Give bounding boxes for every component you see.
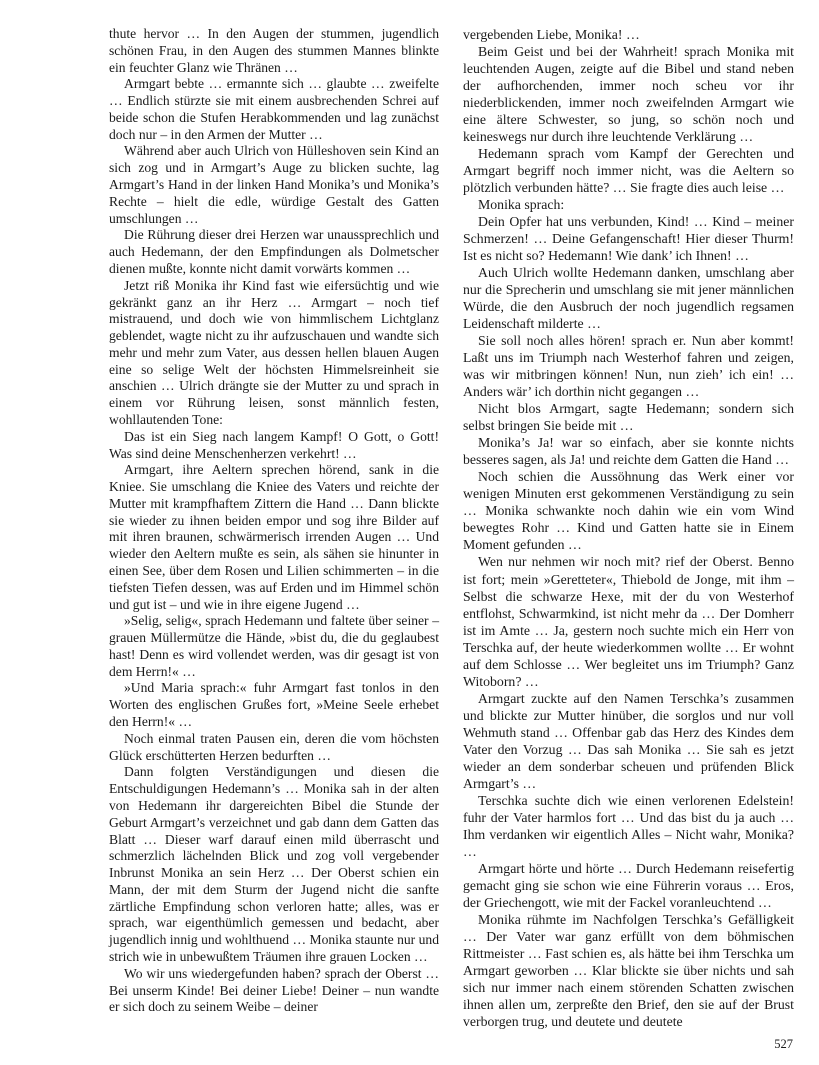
paragraph: Dann folgten Verständigungen und diesen die Entschuldigungen Hedemann’s … Monika sah in der alten von Hedemann ihr dargereichten Bibel die Stunde der Geburt Armgart’s verzeichnet und gab dann dem Gatten das Blatt … Dieser warf darauf einen mild überrascht und schmerzlich lächelnden Blick und zog voll vergebender Inbrunst Monika an sein Herz … Der Oberst schien ein Mann, der mit dem Sturm der Jugend nicht die sanfte zärtliche Empfindung schon verloren hatte; alles, was er sprach, war eigenthümlich gemessen und bedacht, aber jugendlich innig und wohlthuend … Monika staunte nur und strich wie in unbewußtem Träumen ihre grauen Locken … xyxy=(109,764,439,964)
paragraph: »Und Maria sprach:« fuhr Armgart fast tonlos in den Worten des englischen Grußes fort, »Meine Seele erhebet den Herrn!« … xyxy=(109,680,439,730)
paragraph: Während aber auch Ulrich von Hülleshoven sein Kind an sich zog und in Armgart’s Auge zu blicken suchte, lag Armgart’s Hand in der linken Hand Monika’s und Monika’s Rechte – hielt die edle, würdige Gestalt des Gatten umschlungen … xyxy=(109,143,439,226)
paragraph: Auch Ulrich wollte Hedemann danken, umschlang aber nur die Sprecherin und umschlang sie mit jener männlichen Würde, die den Ausbruch der noch jugendlich regsamen Leidenschaft milderte … xyxy=(463,265,794,332)
paragraph: Wen nur nehmen wir noch mit? rief der Oberst. Benno ist fort; mein »Geretteter«, Thiebold de Jonge, mit ihm – Selbst die schwarze Hexe, mit der du von Westerhof entflohst, Schwarmkind, ist nicht mehr da … Der Domherr ist im Amte … Ja, gestern noch suchte mich ein Herr von Terschka auf, der heute wiederkommen wollte … Er wohnt auf dem Schlosse … Wer begleitet uns im Triumph? Ganz Witoborn? … xyxy=(463,554,794,689)
paragraph: Jetzt riß Monika ihr Kind fast wie eifersüchtig und wie gekränkt ganz an ihr Herz … Armgart – noch tief mistrauend, und doch wie von himmlischem Lichtglanz geblendet, wagte nicht zu ihr aufzuschauen und wandte sich mehr und mehr zum Vater, aus dessen hellen blauen Augen eine so selige Welt der höchsten Himmelsreinheit sie anschien … Ulrich drängte sie der Mutter zu und sprach in einem vor Rührung leisen, sonst männlich festen, wohllautenden Tone: xyxy=(109,277,439,427)
left-column xyxy=(109,26,439,1016)
paragraph: Monika rühmte im Nachfolgen Terschka’s Gefälligkeit … Der Vater war ganz erfüllt von dem böhmischen Rittmeister … Fast schien es, als hätte bei ihm Terschka um Armgart geworben … Klar blickte sie über nichts und sah sich nur immer nach einem störenden Schatten zwischen ihnen allen um, zerpreßte den Brief, den sie auf der Brust verborgen trug, und deutete und deutete xyxy=(463,911,794,1029)
right-column xyxy=(463,26,794,1030)
paragraph: Dein Opfer hat uns verbunden, Kind! … Kind – meiner Schmerzen! … Deine Gefangenschaft! Hier dieser Thurm! Ist es nicht so? Hedemann! Wie dank’ ich Ihnen! … xyxy=(463,214,794,264)
paragraph: thute hervor … In den Augen der stummen, jugendlich schönen Frau, in den Augen des stummen Mannes blinkte ein feuchter Glanz wie Thränen … xyxy=(109,26,439,75)
paragraph: Wo wir uns wiedergefunden haben? sprach der Oberst … Bei unserm Kinde! Bei deiner Liebe! Deiner – nun wandte er sich doch zu seinem Weibe – deiner xyxy=(109,965,439,1015)
paragraph: Monika sprach: xyxy=(478,197,565,213)
paragraph: Die Rührung dieser drei Herzen war unaussprechlich und auch Hedemann, der den Empfindungen als Dolmetscher dienen mußte, konnte nicht damit vorwärts kommen … xyxy=(109,227,439,276)
paragraph: Sie soll noch alles hören! sprach er. Nun aber kommt! Laßt uns im Triumph nach Westerhof fahren und zeigen, was wir mitbringen können! Nun, nun zieh’ ich ein! … Anders wär’ ich dorthin nicht gegangen … xyxy=(463,333,794,400)
paragraph: Beim Geist und bei der Wahrheit! sprach Monika mit leuchtenden Augen, zeigte auf die Bibel und stand neben der aufhorchenden, immer noch scheu vor ihr niederblickenden, immer noch zweifelnden Armgart wie eine ältere Schwester, so jung, so schön noch und keineswegs nur durch ihre leuchtende Verklärung … xyxy=(463,44,794,145)
paragraph: Armgart zuckte auf den Namen Terschka’s zusammen und blickte zur Mutter hinüber, die sorglos und nur voll Wehmuth stand … Offenbar gab das Herz des Kindes dem Vater den Vorzug … Das sah Monika … Sie sah es jetzt wieder an dem sonderbar scheuen und prüfenden Blick Armgart’s … xyxy=(463,690,794,791)
paragraph: Armgart hörte und hörte … Durch Hedemann reisefertig gemacht ging sie schon wie eine Führerin voraus … Eros, der Griechengott, wie mit der Fackel voranleuchtend … xyxy=(463,860,794,910)
page-number: 527 xyxy=(774,1037,793,1051)
paragraph: Armgart bebte … ermannte sich … glaubte … zweifelte … Endlich stürzte sie mit einem ausbrechenden Schrei auf beide schon die Stufen Herabkommenden und lag zunächst doch nur – in den Armen der Mutter … xyxy=(109,76,439,142)
paragraph: Monika’s Ja! war so einfach, aber sie konnte nichts besseres sagen, als Ja! und reichte dem Gatten die Hand … xyxy=(463,435,794,468)
paragraph: »Selig, selig«, sprach Hedemann und faltete über seiner – grauen Müllermütze die Hände, »bist du, die du geglaubest hast! Denn es wird vollendet werden, was dir gesagt ist von dem Herrn!« … xyxy=(109,613,439,679)
paragraph: Noch schien die Aussöhnung das Werk einer vor wenigen Minuten erst gekommenen Verständigung zu sein … Monika schwankte noch dahin wie ein vom Wind bewegtes Rohr … Kind und Gatten hatte sie in Einem Moment gefunden … xyxy=(463,469,794,553)
paragraph: vergebenden Liebe, Monika! … xyxy=(463,27,640,42)
paragraph: Armgart, ihre Aeltern sprechen hörend, sank in die Kniee. Sie umschlang die Kniee des Vaters und reichte der Mutter mit krampfhaftem Zittern die Hand … Dann blickte sie wieder zu ihnen beiden empor und sog ihre Bilder auf mit ihren braunen, schwärmerisch irrenden Augen … Und wieder den Aeltern mußte es sein, als sähen sie hinunter in einen See, über dem Rosen und Lilien schimmerten – in die tiefsten Tiefen dessen, was auf Erden und im Himmel schön und gut ist – und wie in ihre eigene Jugend … xyxy=(109,462,439,612)
paragraph: Das ist ein Sieg nach langem Kampf! O Gott, o Gott! Was sind deine Menschenherzen verkehrt! … xyxy=(109,428,439,461)
paragraph: Terschka suchte dich wie einen verlorenen Edelstein! fuhr der Vater harmlos fort … Und das bist du ja auch … Ihm verdanken wir eigentlich Alles – Nicht wahr, Monika? … xyxy=(463,792,794,859)
paragraph: Noch einmal traten Pausen ein, deren die vom höchsten Glück erschütterten Herzen bedurften … xyxy=(109,730,439,763)
paragraph: Hedemann sprach vom Kampf der Gerechten und Armgart begriff noch immer nicht, was die Aeltern so plötzlich verbunden hätte? … Sie fragte dies auch leise … xyxy=(463,146,794,196)
paragraph: Nicht blos Armgart, sagte Hedemann; sondern sich selbst bringen Sie beide mit … xyxy=(463,401,794,434)
